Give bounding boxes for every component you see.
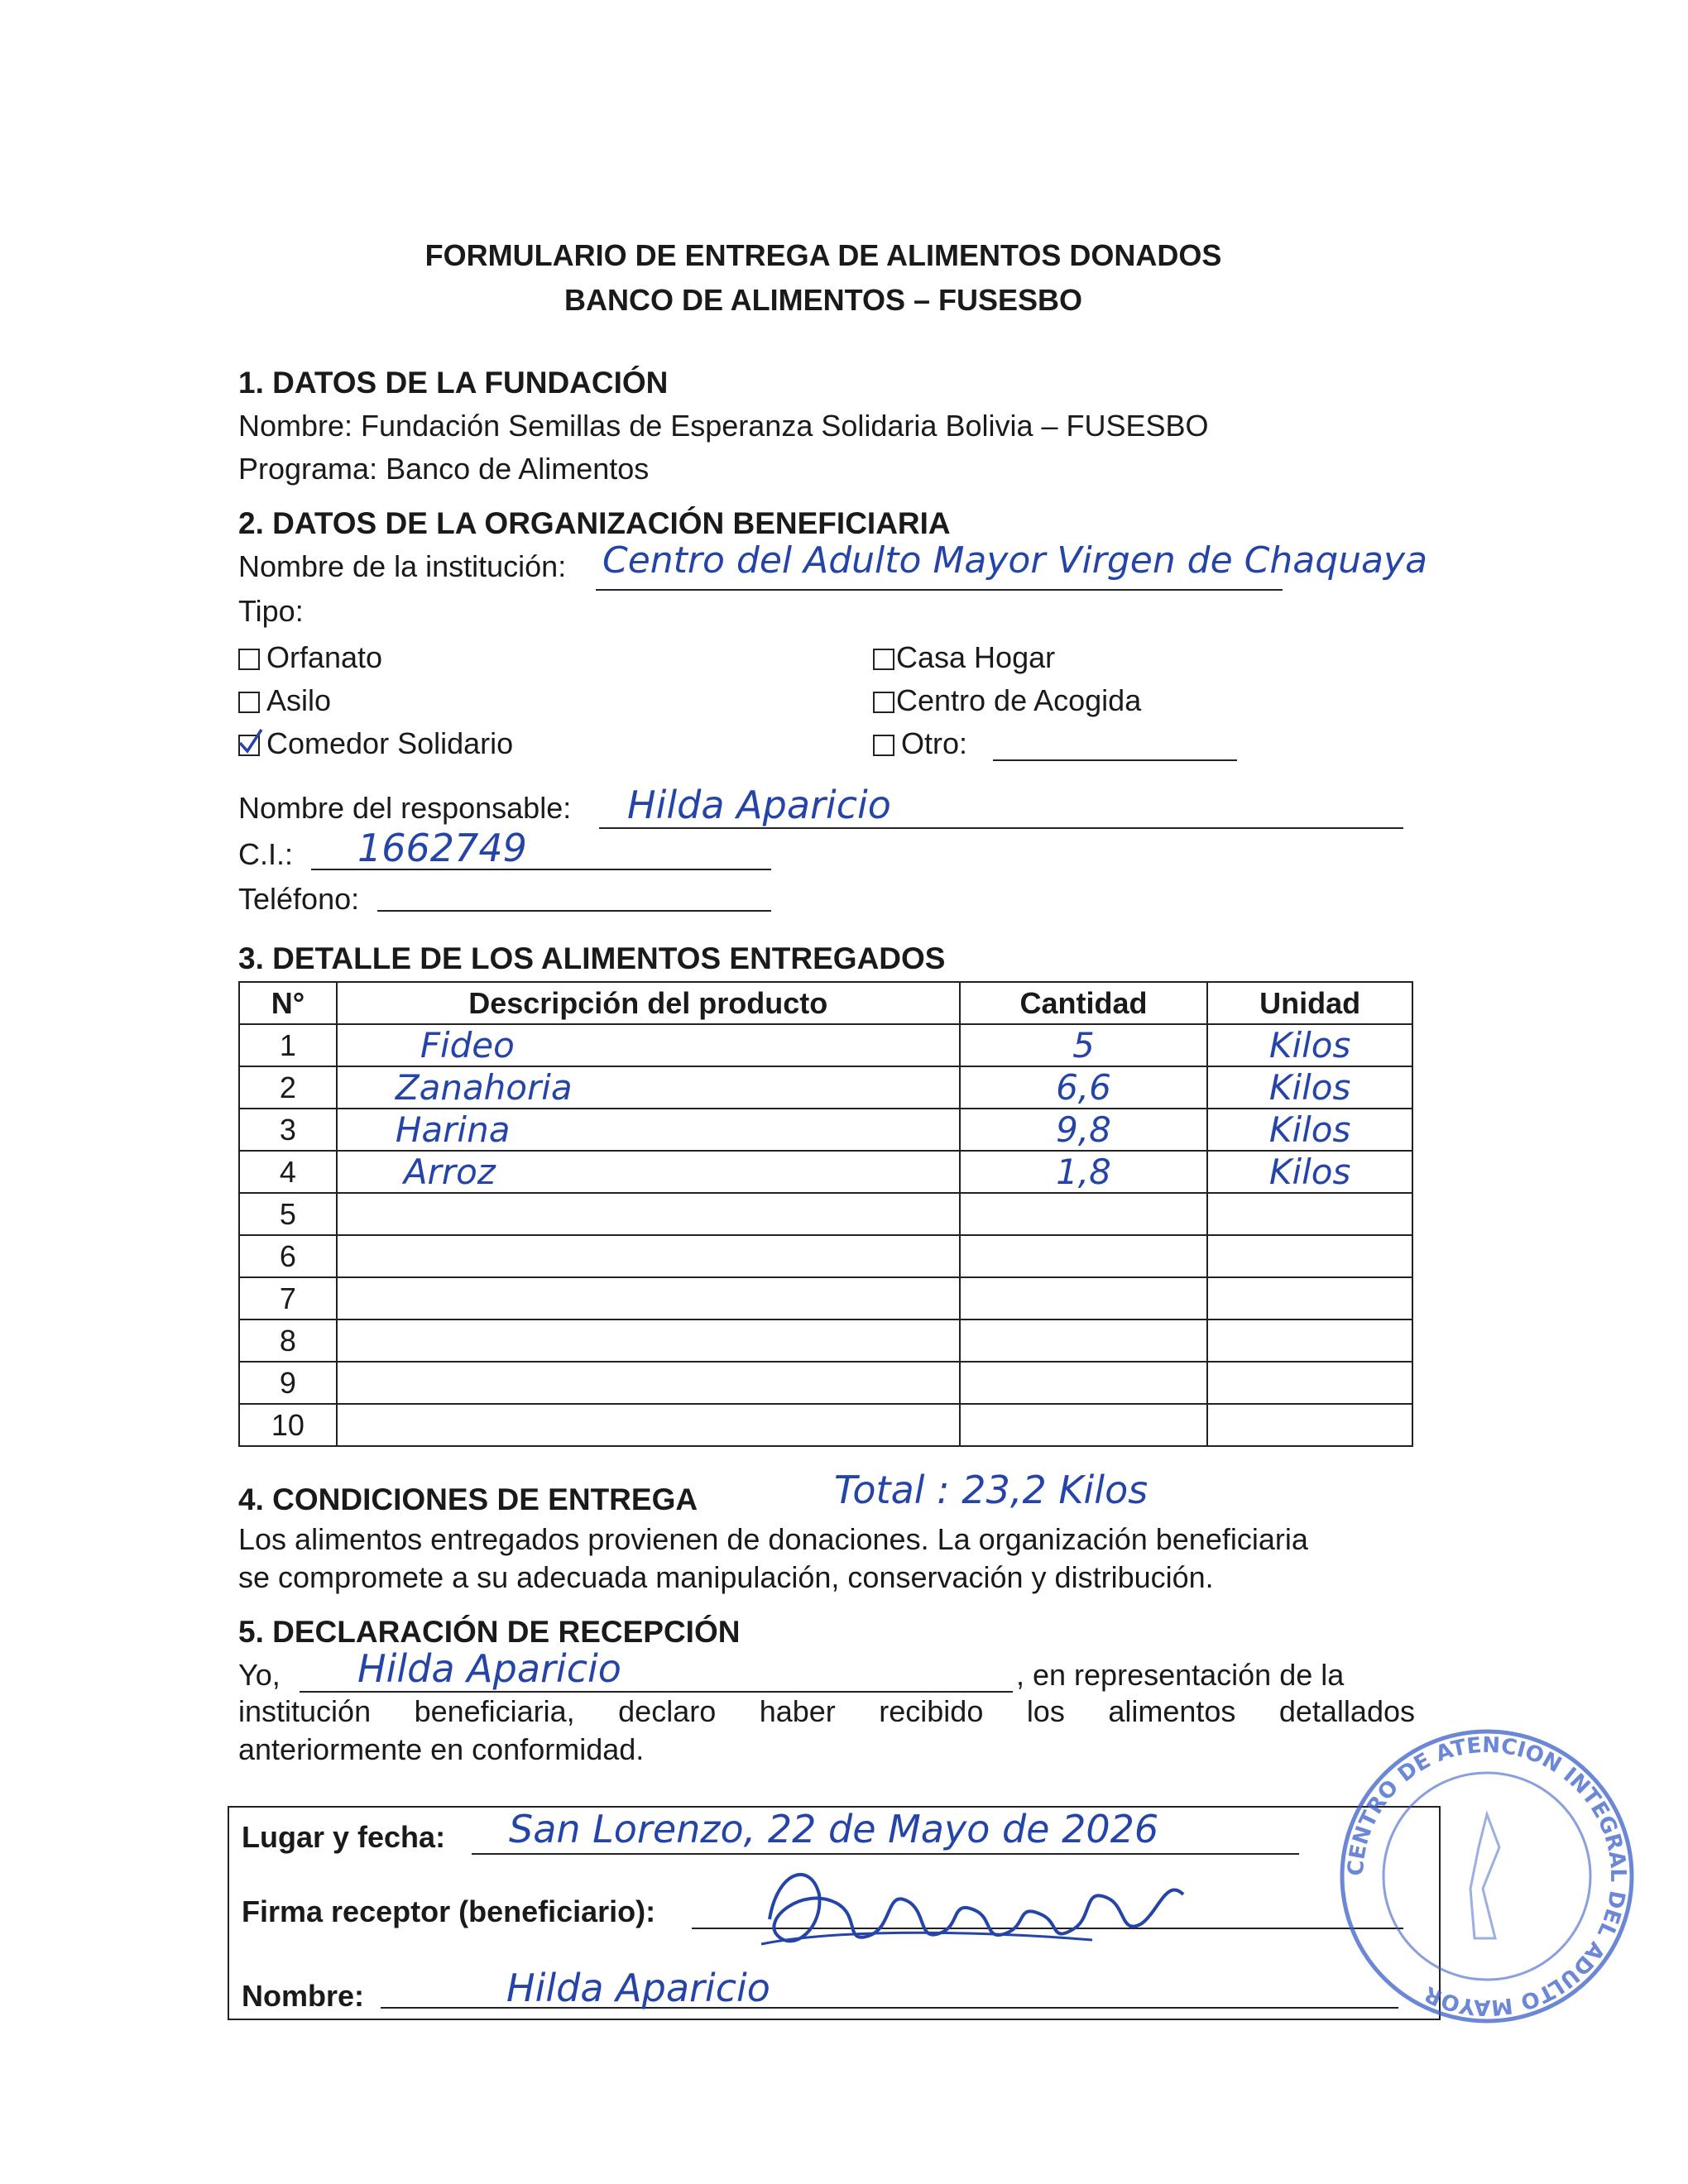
option-casa-hogar[interactable]: Casa Hogar	[873, 640, 1055, 675]
responsible-field-line	[599, 827, 1403, 829]
section5-heading: 5. DECLARACIÓN DE RECEPCIÓN	[238, 1615, 741, 1649]
product-description[interactable]: Fideo	[420, 1025, 515, 1066]
product-quantity[interactable]: 9,8	[1056, 1109, 1111, 1150]
option-centro-acogida[interactable]: Centro de Acogida	[873, 683, 1141, 718]
product-description[interactable]	[337, 1193, 960, 1235]
product-description[interactable]	[337, 1235, 960, 1277]
place-date-value[interactable]: San Lorenzo, 22 de Mayo de 2026	[509, 1807, 1159, 1851]
column-header: Unidad	[1207, 982, 1412, 1024]
product-quantity[interactable]	[960, 1235, 1208, 1277]
program-name: Programa: Banco de Alimentos	[238, 452, 650, 486]
product-description[interactable]: Harina	[395, 1109, 511, 1150]
table-header-row	[239, 982, 1412, 1024]
column-header: N°	[239, 982, 337, 1024]
product-quantity[interactable]: 5	[1072, 1025, 1095, 1066]
ci-label: C.I.:	[238, 837, 294, 871]
table-row	[239, 1151, 1412, 1193]
institution-stamp-icon	[1334, 1723, 1640, 2029]
product-description[interactable]	[337, 1277, 960, 1320]
row-number: 10	[239, 1404, 337, 1446]
product-unit[interactable]: Kilos	[1268, 1067, 1351, 1108]
otro-field-line	[993, 759, 1237, 761]
phone-field-line	[377, 910, 771, 912]
institution-value[interactable]: Centro del Adulto Mayor Virgen de Chaquaya	[602, 539, 1428, 582]
stamp-text: CENTRO DE ATENCION INTEGRAL DEL ADULTO MAYOR	[1343, 1732, 1631, 2020]
row-number: 5	[239, 1193, 337, 1235]
phone-label: Teléfono:	[238, 882, 360, 916]
product-quantity[interactable]: 6,6	[1056, 1067, 1111, 1108]
checkbox-orfanato[interactable]	[238, 649, 260, 670]
checkbox-casa-hogar[interactable]	[873, 649, 894, 670]
row-number: 2	[239, 1066, 337, 1109]
institution-field-line	[596, 589, 1283, 591]
checkbox-comedor-checked[interactable]	[238, 735, 260, 756]
column-header: Cantidad	[960, 982, 1208, 1024]
row-number: 4	[239, 1151, 337, 1193]
form-subtitle: BANCO DE ALIMENTOS – FUSESBO	[563, 283, 1083, 317]
total-note[interactable]: Total : 23,2 Kilos	[834, 1468, 1149, 1512]
product-quantity[interactable]	[960, 1404, 1208, 1446]
table-row	[239, 1362, 1412, 1404]
name-value[interactable]: Hilda Aparicio	[506, 1966, 770, 2010]
product-quantity[interactable]	[960, 1193, 1208, 1235]
section3-heading: 3. DETALLE DE LOS ALIMENTOS ENTREGADOS	[238, 941, 946, 975]
option-otro[interactable]: Otro:	[873, 726, 967, 761]
row-number: 6	[239, 1235, 337, 1277]
product-quantity[interactable]: 1,8	[1056, 1152, 1111, 1192]
checkbox-asilo[interactable]	[238, 692, 260, 713]
section1-heading: 1. DATOS DE LA FUNDACIÓN	[238, 366, 669, 400]
product-unit[interactable]: Kilos	[1268, 1109, 1351, 1150]
table-row	[239, 1109, 1412, 1151]
row-number: 8	[239, 1320, 337, 1362]
yo-value[interactable]: Hilda Aparicio	[357, 1646, 621, 1691]
form-title: FORMULARIO DE ENTREGA DE ALIMENTOS DONADOS	[424, 238, 1222, 272]
section4-heading: 4. CONDICIONES DE ENTREGA	[238, 1482, 698, 1516]
table-row	[239, 1066, 1412, 1109]
items-table	[238, 981, 1413, 1447]
product-unit[interactable]	[1207, 1277, 1412, 1320]
declaration-line3: anteriormente en conformidad.	[238, 1732, 645, 1766]
product-unit[interactable]	[1207, 1235, 1412, 1277]
column-header: Descripción del producto	[337, 982, 960, 1024]
table-row	[239, 1277, 1412, 1320]
responsible-label: Nombre del responsable:	[238, 791, 572, 825]
option-orfanato[interactable]: Orfanato	[238, 640, 382, 675]
checkbox-centro-acogida[interactable]	[873, 692, 894, 713]
checkbox-otro[interactable]	[873, 735, 894, 756]
table-row	[239, 1193, 1412, 1235]
product-quantity[interactable]	[960, 1320, 1208, 1362]
product-description[interactable]	[337, 1320, 960, 1362]
yo-label: Yo,	[238, 1658, 281, 1692]
row-number: 3	[239, 1109, 337, 1151]
row-number: 1	[239, 1024, 337, 1066]
option-comedor[interactable]: Comedor Solidario	[238, 726, 513, 761]
table-row	[239, 1404, 1412, 1446]
product-unit[interactable]	[1207, 1193, 1412, 1235]
declaration-line2: institución beneficiaria, declaro haber recibido los alimentos detallados	[238, 1694, 1415, 1728]
product-quantity[interactable]	[960, 1362, 1208, 1404]
product-description[interactable]	[337, 1362, 960, 1404]
responsible-value[interactable]: Hilda Aparicio	[627, 783, 891, 827]
institution-label: Nombre de la institución:	[238, 549, 567, 583]
product-description[interactable]: Arroz	[403, 1152, 496, 1192]
table-row	[239, 1235, 1412, 1277]
ci-value[interactable]: 1662749	[357, 826, 527, 870]
row-number: 7	[239, 1277, 337, 1320]
product-unit[interactable]: Kilos	[1268, 1025, 1351, 1066]
yo-suffix: , en representación de la	[1016, 1658, 1345, 1692]
section2-heading: 2. DATOS DE LA ORGANIZACIÓN BENEFICIARIA	[238, 506, 951, 540]
conditions-line1: Los alimentos entregados provienen de donaciones. La organización beneficiaria	[238, 1522, 1308, 1556]
product-unit[interactable]: Kilos	[1268, 1152, 1351, 1192]
product-unit[interactable]	[1207, 1320, 1412, 1362]
conditions-line2: se compromete a su adecuada manipulación, conservación y distribución.	[238, 1560, 1214, 1594]
name-label: Nombre:	[242, 1979, 365, 2013]
product-description[interactable]: Zanahoria	[395, 1067, 573, 1108]
product-unit[interactable]	[1207, 1362, 1412, 1404]
product-quantity[interactable]	[960, 1277, 1208, 1320]
yo-field-line	[300, 1691, 1013, 1693]
type-label: Tipo:	[238, 594, 304, 628]
signature-image	[745, 1853, 1208, 1969]
product-description[interactable]	[337, 1404, 960, 1446]
table-row	[239, 1320, 1412, 1362]
option-asilo[interactable]: Asilo	[238, 683, 331, 718]
foundation-name: Nombre: Fundación Semillas de Esperanza Solidaria Bolivia – FUSESBO	[238, 409, 1209, 443]
place-date-label: Lugar y fecha:	[242, 1820, 446, 1854]
product-unit[interactable]	[1207, 1404, 1412, 1446]
table-row	[239, 1024, 1412, 1066]
row-number: 9	[239, 1362, 337, 1404]
signature-label: Firma receptor (beneficiario):	[242, 1894, 656, 1928]
